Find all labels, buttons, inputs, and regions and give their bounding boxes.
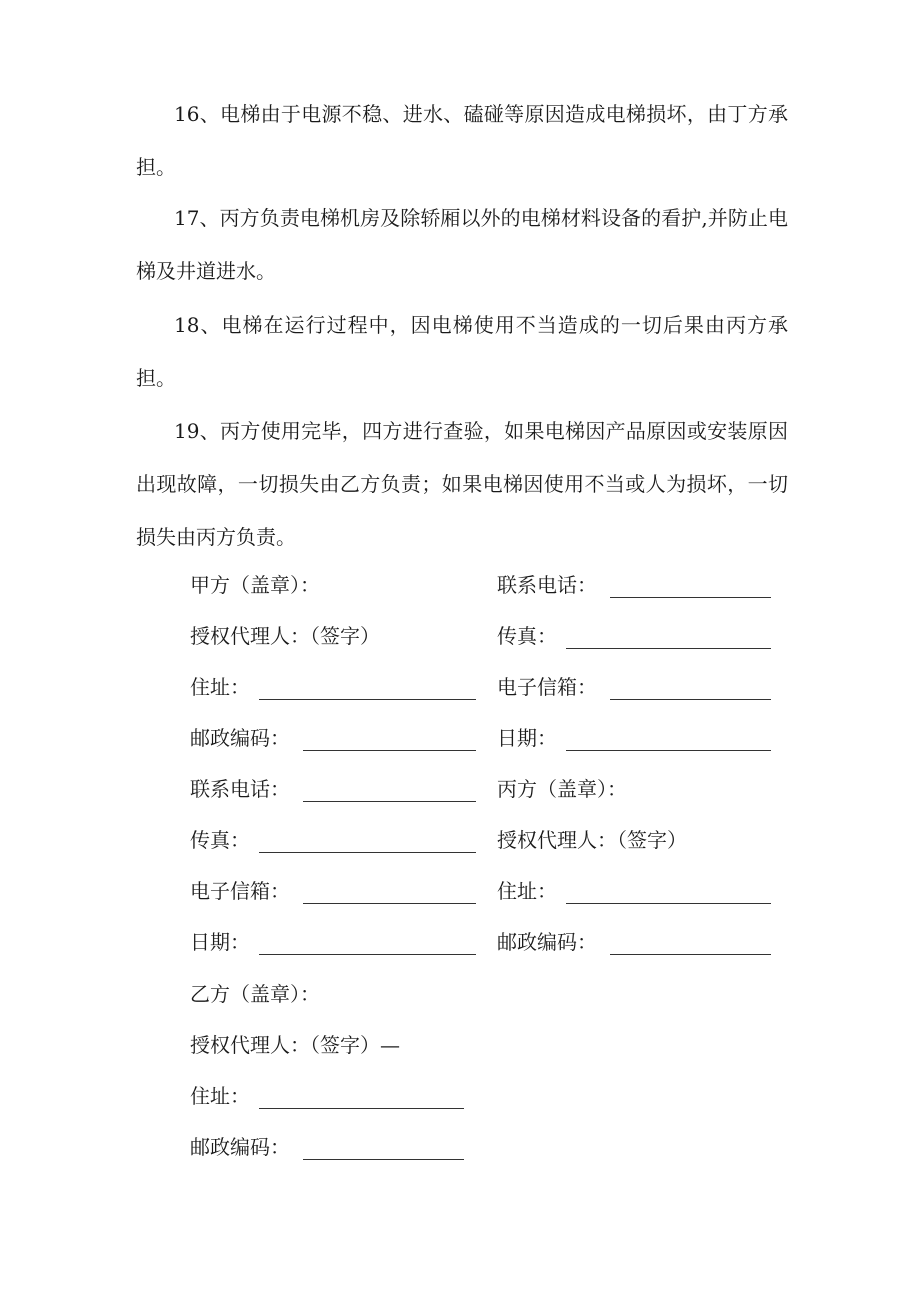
party-c-address-label: 住址： <box>497 879 557 903</box>
party-c-address-line[interactable] <box>566 903 771 904</box>
party-b-seal-label: 乙方（盖章）： <box>190 982 320 1006</box>
party-a-email-label: 电子信箱： <box>497 675 597 699</box>
party-a-phone-line[interactable] <box>610 597 771 598</box>
signature-row <box>0 1081 920 1121</box>
party-a-fax-line[interactable] <box>566 648 771 649</box>
signature-row <box>0 723 920 763</box>
clause-18: 18、电梯在运行过程中，因电梯使用不当造成的一切后果由丙方承担。 <box>136 313 788 390</box>
party-c-postcode-label: 邮政编码： <box>497 930 597 954</box>
party-a-date-label: 日期： <box>497 726 557 750</box>
party-left-fax-line[interactable] <box>259 852 476 853</box>
party-a-address-line[interactable] <box>259 699 476 700</box>
signature-row <box>0 1132 920 1172</box>
signature-row <box>0 1030 920 1070</box>
party-a-postcode-label: 邮政编码： <box>190 726 290 750</box>
signature-row <box>0 774 920 814</box>
party-a-postcode-line[interactable] <box>303 750 476 751</box>
party-left-phone-label: 联系电话： <box>190 777 290 801</box>
clause-16: 16、电梯由于电源不稳、进水、磕碰等原因造成电梯损坏，由丁方承担。 <box>136 102 788 179</box>
signature-row <box>0 672 920 712</box>
party-left-fax-label: 传真： <box>190 828 250 852</box>
signature-row <box>0 570 920 610</box>
party-left-email-label: 电子信箱： <box>190 879 290 903</box>
signature-row <box>0 927 920 967</box>
party-left-date-label: 日期： <box>190 930 250 954</box>
signature-row <box>0 825 920 865</box>
party-a-address-label: 住址： <box>190 675 250 699</box>
party-a-phone-label: 联系电话： <box>497 573 597 597</box>
party-a-email-line[interactable] <box>610 699 771 700</box>
party-b-address-line[interactable] <box>259 1108 464 1109</box>
party-c-seal-label: 丙方（盖章）： <box>497 777 627 801</box>
party-b-postcode-label: 邮政编码： <box>190 1135 290 1159</box>
party-b-address-label: 住址： <box>190 1084 250 1108</box>
party-b-agent-label: 授权代理人：（签字）— <box>190 1033 400 1057</box>
party-left-email-line[interactable] <box>303 903 476 904</box>
party-a-seal-label: 甲方（盖章）： <box>190 573 320 597</box>
signature-row <box>0 621 920 661</box>
party-left-phone-line[interactable] <box>303 801 476 802</box>
party-a-fax-label: 传真： <box>497 624 557 648</box>
party-c-agent-label: 授权代理人：（签字） <box>497 828 687 852</box>
party-c-postcode-line[interactable] <box>610 954 771 955</box>
party-a-agent-label: 授权代理人：（签字） <box>190 624 380 648</box>
party-b-postcode-line[interactable] <box>303 1159 464 1160</box>
party-a-date-line[interactable] <box>566 750 771 751</box>
signature-row <box>0 979 920 1019</box>
signature-row <box>0 876 920 916</box>
clause-17: 17、丙方负责电梯机房及除轿厢以外的电梯材料设备的看护,并防止电梯及井道进水。 <box>136 206 788 283</box>
clause-19: 19、丙方使用完毕，四方进行查验，如果电梯因产品原因或安装原因出现故障，一切损失由乙方负责；如果电梯因使用不当或人为损坏，一切损失由丙方负责。 <box>136 419 788 549</box>
party-left-date-line[interactable] <box>259 954 476 955</box>
